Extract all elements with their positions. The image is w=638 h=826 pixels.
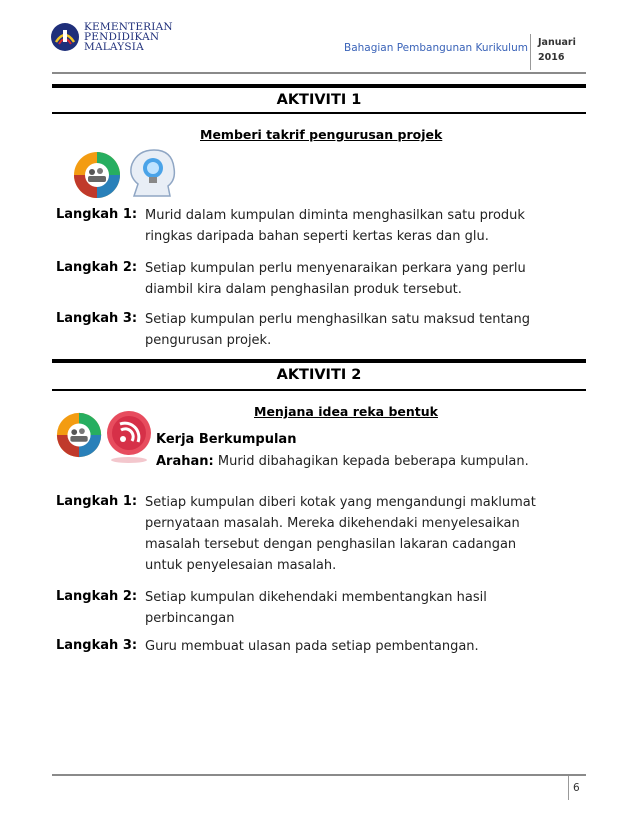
teamwork-icon — [55, 410, 105, 460]
activity2-step3-label: Langkah 3: — [56, 638, 138, 653]
activity2-step3-line1: Guru membuat ulasan pada setiap pembentangan. — [145, 639, 479, 654]
activity1-step2-text — [145, 258, 597, 300]
header-divider — [530, 34, 531, 70]
activity1-step3-text — [145, 309, 597, 351]
header-month: Januari — [538, 37, 576, 48]
activity1-step2-line2: diambil kira dalam penghasilan produk tersebut. — [145, 282, 462, 297]
department-name: Bahagian Pembangunan Kurikulum — [343, 42, 528, 54]
activity2-step2-label: Langkah 2: — [56, 589, 138, 604]
activity2-step2-line2: perbincangan — [145, 611, 235, 626]
ministry-emblem-icon — [50, 22, 80, 52]
activity2-title: AKTIVITI 2 — [276, 367, 362, 383]
activity1-title: AKTIVITI 1 — [276, 92, 362, 108]
activity1-step2-line1 — [145, 258, 597, 279]
activity1-step1-line1: Murid dalam kumpulan diminta menghasilkan satu produk — [145, 208, 525, 223]
activity2-step2-line1: Setiap kumpulan dikehendaki membentangkan hasil — [145, 590, 487, 605]
logo-wordmark — [84, 22, 173, 52]
header-year: 2016 — [538, 52, 565, 63]
page-number: 6 — [573, 782, 580, 794]
logo-line-1: KEMENTERIAN — [84, 21, 173, 33]
activity1-step3-line2: pengurusan projek. — [145, 333, 272, 348]
activity2-step1-line1: Setiap kumpulan diberi kotak yang mengandungi maklumat — [145, 495, 536, 510]
activity2-step1-line2: pernyataan masalah. Mereka dikehendaki menyelesaikan — [145, 516, 520, 531]
instruction-line — [156, 454, 529, 469]
header-date — [538, 35, 576, 65]
activity1-top-rule — [52, 84, 586, 88]
activity2-step1-line4: untuk penyelesaian masalah. — [145, 558, 337, 573]
activity2-step1-line3: masalah tersebut dengan penghasilan lakaran cadangan — [145, 537, 517, 552]
activity1-subtitle: Memberi takrif pengurusan projek — [200, 127, 443, 142]
activity2-step3-text — [145, 636, 597, 657]
instruction-text: Murid dibahagikan kepada beberapa kumpulan. — [213, 454, 529, 469]
header-rule — [52, 72, 586, 74]
activity2-step1-label: Langkah 1: — [56, 494, 138, 509]
activity1-step3-line1: Setiap kumpulan perlu menghasilkan satu maksud tentang — [145, 312, 531, 327]
activity2-step1-text — [145, 492, 597, 576]
teamwork-icon — [72, 150, 124, 200]
activity1-step1-line2: ringkas daripada bahan seperti kertas keras dan glu. — [145, 229, 489, 244]
ministry-logo — [50, 22, 250, 54]
broadcast-icon — [104, 408, 154, 464]
activity1-step2-label: Langkah 2: — [56, 260, 138, 275]
activity2-step2-text — [145, 587, 597, 629]
footer-divider — [568, 776, 569, 800]
instruction-label: Arahan: — [156, 454, 214, 469]
activity1-bottom-rule — [52, 112, 586, 114]
activity2-bottom-rule — [52, 389, 586, 391]
lightbulb-head-icon — [124, 146, 180, 202]
footer-rule — [52, 774, 586, 776]
logo-line-3: MALAYSIA — [84, 41, 144, 53]
activity1-step3-label: Langkah 3: — [56, 311, 138, 326]
activity1-step1-label: Langkah 1: — [56, 207, 138, 222]
activity2-subtitle: Menjana idea reka bentuk — [254, 404, 438, 419]
group-work-label: Kerja Berkumpulan — [156, 432, 297, 447]
activity2-top-rule — [52, 359, 586, 363]
activity1-step2-line1-text: Setiap kumpulan perlu menyenaraikan perkara yang perlu — [145, 261, 526, 276]
activity1-step1-text — [145, 205, 597, 247]
logo-line-2: PENDIDIKAN — [84, 31, 160, 43]
